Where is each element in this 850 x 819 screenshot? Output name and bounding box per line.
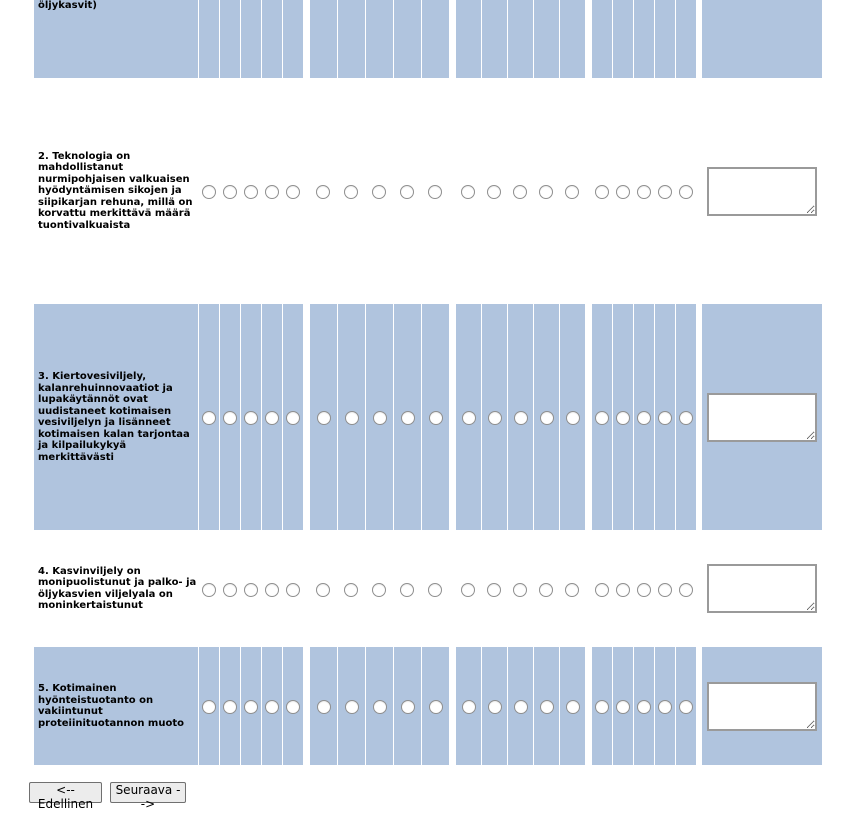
- scale-cell: [219, 0, 240, 78]
- scale-cell: [559, 78, 585, 304]
- scale-cell: [365, 78, 393, 304]
- scale-cell: [282, 78, 303, 304]
- rating-radio-4-2[interactable]: [616, 185, 630, 199]
- rating-radio-3-2[interactable]: [487, 583, 501, 597]
- scale-cell: [654, 530, 675, 647]
- rating-radio-4-4[interactable]: [658, 185, 672, 199]
- rating-radio-4-1[interactable]: [595, 185, 609, 199]
- previous-button[interactable]: <-- Edellinen: [29, 782, 102, 803]
- scale-cell: [633, 0, 654, 78]
- rating-radio-1-2[interactable]: [223, 700, 237, 714]
- comment-textarea[interactable]: [707, 682, 817, 731]
- scale-cell: [633, 78, 654, 304]
- rating-radio-4-1[interactable]: [595, 583, 609, 597]
- rating-radio-1-2[interactable]: [223, 185, 237, 199]
- scale-cell: [393, 0, 421, 78]
- scale-cell: [612, 647, 633, 765]
- scale-cell: [612, 0, 633, 78]
- rating-radio-2-3[interactable]: [372, 583, 386, 597]
- rating-radio-3-1[interactable]: [461, 185, 475, 199]
- scale-cell: [198, 0, 219, 78]
- scale-cell: [261, 304, 282, 530]
- scale-cell: [240, 530, 261, 647]
- scale-cell: [198, 304, 219, 530]
- rating-radio-1-1[interactable]: [202, 411, 216, 425]
- rating-radio-2-3[interactable]: [373, 700, 387, 714]
- rating-radio-2-2[interactable]: [345, 411, 359, 425]
- rating-radio-4-5[interactable]: [679, 700, 693, 714]
- scale-cell: [675, 530, 696, 647]
- scale-cell: [261, 647, 282, 765]
- scale-cell: [675, 0, 696, 78]
- scale-cell: [675, 78, 696, 304]
- scale-cell: [507, 647, 533, 765]
- scale-cell: [633, 530, 654, 647]
- scale-cell: [365, 647, 393, 765]
- comment-cell: [702, 0, 822, 78]
- rating-radio-2-5[interactable]: [429, 411, 443, 425]
- scale-cell: [219, 647, 240, 765]
- rating-radio-3-5[interactable]: [566, 700, 580, 714]
- rating-radio-4-3[interactable]: [637, 185, 651, 199]
- question-label: 3. Kiertovesiviljely, kalanrehuinnovaatiot ja lupakäytännöt ovat uudistaneet kotimaisen vesiviljelyn ja lisänneet kotimaisen kalan tarjontaa ja kilpailukykyä merkittävästi: [34, 304, 198, 530]
- scale-cell: [337, 530, 365, 647]
- scale-cell: [654, 0, 675, 78]
- scale-cell: [261, 0, 282, 78]
- scale-cell: [533, 647, 559, 765]
- scale-cell: [421, 304, 449, 530]
- rating-radio-2-3[interactable]: [372, 185, 386, 199]
- rating-radio-1-3[interactable]: [244, 185, 258, 199]
- scale-cell: [612, 78, 633, 304]
- scale-cell: [365, 0, 393, 78]
- scale-cell: [421, 0, 449, 78]
- scale-cell: [559, 304, 585, 530]
- scale-cell: [559, 530, 585, 647]
- scale-cell: [591, 647, 612, 765]
- scale-cell: [533, 78, 559, 304]
- scale-cell: [219, 530, 240, 647]
- scale-cell: [612, 304, 633, 530]
- scale-cell: [393, 304, 421, 530]
- question-label: 5. Kotimainen hyönteistuotanto on vakiintunut proteiinituotannon muoto: [34, 647, 198, 765]
- scale-cell: [675, 304, 696, 530]
- rating-radio-1-3[interactable]: [244, 700, 258, 714]
- scale-cell: [261, 78, 282, 304]
- rating-radio-4-4[interactable]: [658, 583, 672, 597]
- rating-radio-3-5[interactable]: [565, 185, 579, 199]
- rating-radio-1-2[interactable]: [223, 583, 237, 597]
- comment-textarea[interactable]: [707, 393, 817, 442]
- rating-radio-4-2[interactable]: [616, 700, 630, 714]
- rating-radio-1-1[interactable]: [202, 583, 216, 597]
- rating-radio-3-4[interactable]: [539, 583, 553, 597]
- scale-cell: [654, 647, 675, 765]
- rating-radio-1-1[interactable]: [202, 185, 216, 199]
- rating-radio-3-5[interactable]: [565, 583, 579, 597]
- scale-cell: [533, 0, 559, 78]
- rating-radio-1-1[interactable]: [202, 700, 216, 714]
- scale-cell: [654, 78, 675, 304]
- scale-cell: [309, 78, 337, 304]
- comment-textarea[interactable]: [707, 564, 817, 613]
- rating-radio-3-1[interactable]: [462, 411, 476, 425]
- scale-cell: [675, 647, 696, 765]
- scale-cell: [455, 647, 481, 765]
- rating-radio-1-5[interactable]: [286, 583, 300, 597]
- rating-radio-2-1[interactable]: [317, 411, 331, 425]
- rating-radio-2-5[interactable]: [428, 583, 442, 597]
- rating-radio-1-5[interactable]: [286, 700, 300, 714]
- scale-cell: [654, 304, 675, 530]
- rating-radio-3-2[interactable]: [488, 411, 502, 425]
- rating-radio-1-4[interactable]: [265, 185, 279, 199]
- scale-cell: [337, 0, 365, 78]
- scale-cell: [533, 530, 559, 647]
- row-1-tail: [34, 0, 822, 78]
- rating-radio-1-5[interactable]: [286, 185, 300, 199]
- scale-cell: [591, 78, 612, 304]
- scale-cell: [198, 78, 219, 304]
- rating-radio-1-4[interactable]: [265, 700, 279, 714]
- scale-cell: [591, 304, 612, 530]
- scale-cell: [309, 304, 337, 530]
- scale-cell: [393, 78, 421, 304]
- scale-cell: [481, 304, 507, 530]
- row-2: [34, 78, 822, 304]
- scale-cell: [533, 304, 559, 530]
- rating-radio-2-1[interactable]: [316, 583, 330, 597]
- rating-radio-1-2[interactable]: [223, 411, 237, 425]
- scale-cell: [507, 530, 533, 647]
- scale-cell: [282, 530, 303, 647]
- scale-cell: [481, 647, 507, 765]
- scale-cell: [455, 78, 481, 304]
- scale-cell: [507, 0, 533, 78]
- rating-radio-4-3[interactable]: [637, 700, 651, 714]
- survey-matrix: [34, 0, 822, 765]
- scale-cell: [337, 647, 365, 765]
- rating-radio-3-4[interactable]: [539, 185, 553, 199]
- rating-radio-3-3[interactable]: [513, 583, 527, 597]
- rating-radio-3-3[interactable]: [514, 411, 528, 425]
- rating-radio-2-4[interactable]: [400, 583, 414, 597]
- rating-radio-2-2[interactable]: [345, 700, 359, 714]
- comment-cell: [702, 304, 822, 530]
- row-5: [34, 647, 822, 765]
- rating-radio-4-5[interactable]: [679, 185, 693, 199]
- rating-radio-3-3[interactable]: [513, 185, 527, 199]
- scale-cell: [309, 647, 337, 765]
- scale-cell: [421, 647, 449, 765]
- scale-cell: [481, 78, 507, 304]
- rating-radio-4-1[interactable]: [595, 411, 609, 425]
- scale-cell: [393, 530, 421, 647]
- comment-cell: [702, 530, 822, 647]
- scale-cell: [633, 304, 654, 530]
- rating-radio-1-4[interactable]: [265, 583, 279, 597]
- rating-radio-1-5[interactable]: [286, 411, 300, 425]
- comment-textarea[interactable]: [707, 167, 817, 216]
- rating-radio-1-4[interactable]: [265, 411, 279, 425]
- scale-cell: [337, 78, 365, 304]
- scale-cell: [219, 78, 240, 304]
- rating-radio-2-5[interactable]: [428, 185, 442, 199]
- rating-radio-2-5[interactable]: [429, 700, 443, 714]
- scale-cell: [240, 0, 261, 78]
- rating-radio-3-2[interactable]: [487, 185, 501, 199]
- question-label: öljykasvit): [34, 0, 198, 78]
- next-button[interactable]: Seuraava -->: [110, 782, 186, 803]
- scale-cell: [559, 647, 585, 765]
- rating-radio-3-4[interactable]: [540, 700, 554, 714]
- rating-radio-3-2[interactable]: [488, 700, 502, 714]
- rating-radio-2-1[interactable]: [316, 185, 330, 199]
- question-label: 4. Kasvinviljely on monipuolistunut ja palko- ja öljykasvien viljelyala on moninkertaistunut: [38, 565, 197, 611]
- rating-radio-4-3[interactable]: [637, 411, 651, 425]
- scale-cell: [261, 530, 282, 647]
- scale-cell: [282, 647, 303, 765]
- scale-cell: [240, 78, 261, 304]
- rating-radio-4-5[interactable]: [679, 411, 693, 425]
- rating-radio-1-3[interactable]: [244, 583, 258, 597]
- rating-radio-2-1[interactable]: [317, 700, 331, 714]
- row-4: [34, 530, 822, 647]
- scale-cell: [309, 0, 337, 78]
- rating-radio-3-5[interactable]: [566, 411, 580, 425]
- scale-cell: [282, 304, 303, 530]
- rating-radio-4-2[interactable]: [616, 411, 630, 425]
- rating-radio-4-1[interactable]: [595, 700, 609, 714]
- scale-cell: [507, 304, 533, 530]
- scale-cell: [240, 647, 261, 765]
- rating-radio-2-2[interactable]: [344, 185, 358, 199]
- scale-cell: [591, 0, 612, 78]
- scale-cell: [633, 647, 654, 765]
- rating-radio-4-5[interactable]: [679, 583, 693, 597]
- rating-radio-3-4[interactable]: [540, 411, 554, 425]
- scale-cell: [455, 530, 481, 647]
- scale-cell: [421, 78, 449, 304]
- scale-cell: [455, 304, 481, 530]
- row-3: [34, 304, 822, 530]
- scale-cell: [198, 530, 219, 647]
- rating-radio-2-2[interactable]: [344, 583, 358, 597]
- comment-cell: [702, 647, 822, 765]
- rating-radio-3-1[interactable]: [461, 583, 475, 597]
- scale-cell: [455, 0, 481, 78]
- rating-radio-1-3[interactable]: [244, 411, 258, 425]
- rating-radio-4-2[interactable]: [616, 583, 630, 597]
- scale-cell: [240, 304, 261, 530]
- comment-cell: [702, 78, 822, 304]
- rating-radio-3-3[interactable]: [514, 700, 528, 714]
- scale-cell: [612, 530, 633, 647]
- question-label: 2. Teknologia on mahdollistanut nurmipohjaisen valkuaisen hyödyntämisen sikojen ja siipikarjan rehuna, millä on korvattu merkittävä määrä tuontivalkuaista: [38, 150, 193, 231]
- scale-cell: [393, 647, 421, 765]
- rating-radio-4-3[interactable]: [637, 583, 651, 597]
- scale-cell: [309, 530, 337, 647]
- scale-cell: [198, 647, 219, 765]
- rating-radio-4-4[interactable]: [658, 700, 672, 714]
- scale-cell: [365, 304, 393, 530]
- scale-cell: [365, 530, 393, 647]
- rating-radio-4-4[interactable]: [658, 411, 672, 425]
- scale-cell: [481, 0, 507, 78]
- scale-cell: [507, 78, 533, 304]
- scale-cell: [219, 304, 240, 530]
- scale-cell: [559, 0, 585, 78]
- rating-radio-2-3[interactable]: [373, 411, 387, 425]
- rating-radio-2-4[interactable]: [401, 700, 415, 714]
- scale-cell: [421, 530, 449, 647]
- scale-cell: [481, 530, 507, 647]
- scale-cell: [337, 304, 365, 530]
- rating-radio-3-1[interactable]: [462, 700, 476, 714]
- scale-cell: [282, 0, 303, 78]
- rating-radio-2-4[interactable]: [400, 185, 414, 199]
- rating-radio-2-4[interactable]: [401, 411, 415, 425]
- scale-cell: [591, 530, 612, 647]
